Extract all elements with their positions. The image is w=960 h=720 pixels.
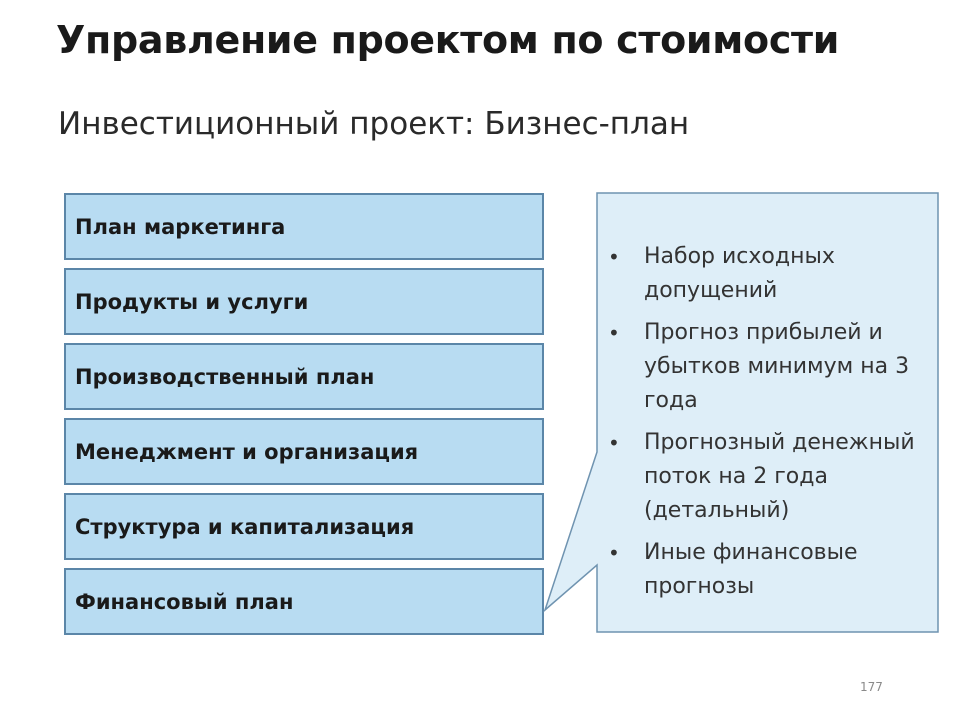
section-structure-capitalization: Структура и капитализация — [64, 493, 544, 560]
section-marketing-plan: План маркетинга — [64, 193, 544, 260]
callout-bullet — [600, 426, 930, 528]
section-production-plan: Производственный план — [64, 343, 544, 410]
section-management-organization: Менеджмент и организация — [64, 418, 544, 485]
slide-subtitle: Инвестиционный проект: Бизнес-план — [58, 106, 690, 142]
section-financial-plan: Финансовый план — [64, 568, 544, 635]
bullet-dot-icon: • — [608, 245, 620, 269]
bullet-text: Набор исходных допущений — [644, 244, 835, 303]
bullet-text: Иные финансовые прогнозы — [644, 540, 858, 599]
bullet-dot-icon: • — [608, 321, 620, 345]
callout-bullet — [600, 536, 930, 604]
financial-plan-callout — [600, 240, 930, 604]
bullet-dot-icon: • — [608, 541, 620, 565]
page-number: 177 — [860, 680, 883, 694]
callout-bullet — [600, 240, 930, 308]
bullet-text: Прогноз прибылей и убытков минимум на 3 года — [644, 320, 910, 413]
callout-bullet — [600, 316, 930, 418]
bullet-dot-icon: • — [608, 431, 620, 455]
bullet-text: Прогнозный денежный поток на 2 года (детальный) — [644, 430, 915, 523]
slide-title: Управление проектом по стоимости — [56, 18, 840, 62]
section-products-services: Продукты и услуги — [64, 268, 544, 335]
